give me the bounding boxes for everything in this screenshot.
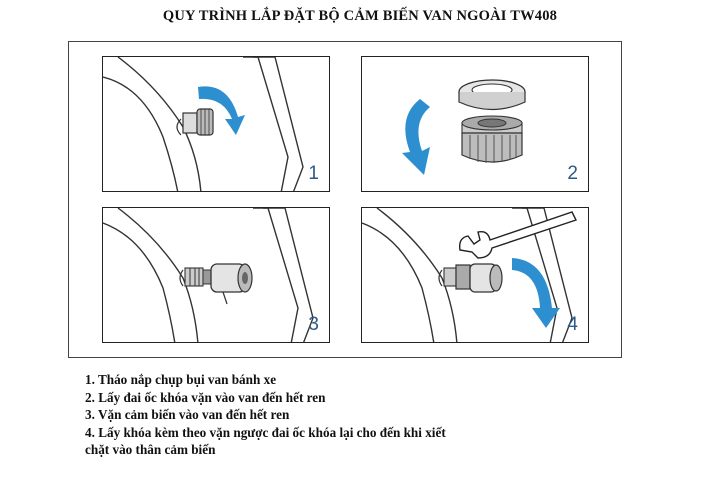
instruction-step-4-continued: chặt vào thân cảm biến [85,442,216,457]
step-number-4: 4 [567,314,578,335]
instruction-step-4: 4. Lấy khóa kèm theo vặn ngược đai ốc khóa lại cho đến khi xiết [85,424,446,440]
lock-nut-illustration [362,57,589,192]
instruction-step-1: 1. Tháo nắp chụp bụi van bánh xe [85,372,277,387]
page-title: QUY TRÌNH LẮP ĐẶT BỘ CẢM BIẾN VAN NGOÀI TW408 [162,8,558,24]
step-number-2: 2 [567,163,578,184]
wrench-icon [460,212,576,258]
rotate-arrow-icon [402,99,430,175]
wrench-tightening-illustration [362,208,589,343]
sensor-screw-on-illustration [103,208,330,343]
panel-step-1 [102,56,330,192]
instruction-step-3: 3. Vặn cảm biến vào van đến hết ren [85,407,290,422]
instruction-step-2: 2. Lấy đai ốc khóa vặn vào van đến hết ren [85,389,326,405]
tire-valve-cap-removal-illustration [103,57,330,192]
panel-step-3 [102,207,330,343]
instruction-list [85,371,685,459]
step-number-1: 1 [308,163,319,184]
step-number-3: 3 [308,314,319,335]
panel-step-2 [361,56,589,192]
illustration-frame [68,41,622,358]
panel-step-4 [361,207,589,343]
